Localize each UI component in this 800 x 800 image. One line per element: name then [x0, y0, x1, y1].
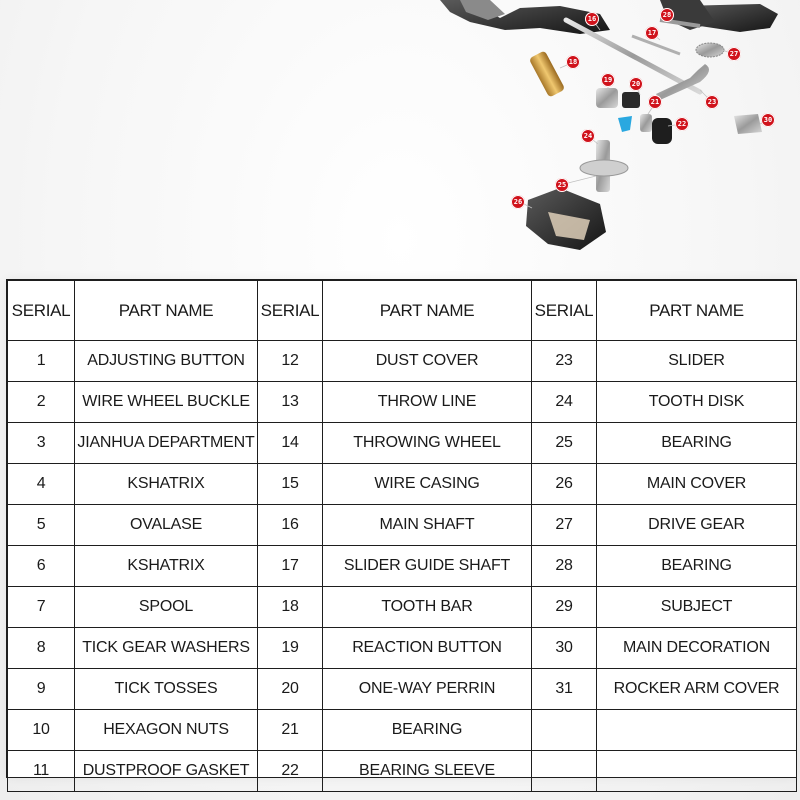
header-part-name: PART NAME: [75, 281, 258, 341]
serial-cell: 20: [258, 669, 323, 710]
serial-cell: 22: [258, 751, 323, 792]
part-name-cell: BEARING: [597, 423, 797, 464]
header-serial: SERIAL: [532, 281, 597, 341]
callout-19: 19: [601, 73, 615, 87]
part-name-cell: TOOTH DISK: [597, 382, 797, 423]
callout-21: 21: [648, 95, 662, 109]
table-row: [8, 464, 797, 505]
callout-23: 23: [705, 95, 719, 109]
part-name-cell: BEARING: [323, 710, 532, 751]
bearing-part: [622, 92, 640, 108]
part-name-cell: THROWING WHEEL: [323, 423, 532, 464]
part-name-cell: TICK TOSSES: [75, 669, 258, 710]
serial-cell: 26: [532, 464, 597, 505]
part-name-cell: OVALASE: [75, 505, 258, 546]
clip-part: [618, 116, 632, 132]
table-row: [8, 423, 797, 464]
part-name-cell: DRIVE GEAR: [597, 505, 797, 546]
slider-part: [656, 64, 709, 100]
serial-cell: 18: [258, 587, 323, 628]
exploded-parts-diagram: [0, 0, 800, 268]
callout-24: 24: [581, 129, 595, 143]
callout-17: 17: [645, 26, 659, 40]
serial-cell: 25: [532, 423, 597, 464]
main-decoration-part: [734, 114, 762, 134]
table-row: [8, 505, 797, 546]
serial-cell: 5: [8, 505, 75, 546]
bearing-sleeve-part: [640, 114, 652, 132]
serial-cell: 21: [258, 710, 323, 751]
part-name-cell: SPOOL: [75, 587, 258, 628]
part-name-cell: DUST COVER: [323, 341, 532, 382]
table-row: [8, 341, 797, 382]
serial-cell: [532, 751, 597, 792]
serial-cell: [532, 710, 597, 751]
part-name-cell: WIRE CASING: [323, 464, 532, 505]
tooth-disk-part: [580, 160, 628, 176]
table-row: [8, 382, 797, 423]
callout-30: 30: [761, 113, 775, 127]
serial-cell: 14: [258, 423, 323, 464]
parts-table-container: [6, 279, 797, 778]
callout-18: 18: [566, 55, 580, 69]
parts-illustration: [0, 0, 800, 268]
part-name-cell: MAIN SHAFT: [323, 505, 532, 546]
header-serial: SERIAL: [258, 281, 323, 341]
part-name-cell: TOOTH BAR: [323, 587, 532, 628]
serial-cell: 29: [532, 587, 597, 628]
drive-gear-part: [696, 43, 724, 57]
part-name-cell: TICK GEAR WASHERS: [75, 628, 258, 669]
part-name-cell: KSHATRIX: [75, 546, 258, 587]
serial-cell: 8: [8, 628, 75, 669]
part-name-cell: BEARING: [597, 546, 797, 587]
serial-cell: 17: [258, 546, 323, 587]
part-name-cell: SUBJECT: [597, 587, 797, 628]
parts-table: [7, 280, 797, 792]
serial-cell: 1: [8, 341, 75, 382]
callout-28: 28: [660, 8, 674, 22]
serial-cell: 3: [8, 423, 75, 464]
table-row: [8, 751, 797, 792]
serial-cell: 2: [8, 382, 75, 423]
table-row: [8, 628, 797, 669]
serial-cell: 15: [258, 464, 323, 505]
serial-cell: 28: [532, 546, 597, 587]
serial-cell: 12: [258, 341, 323, 382]
part-name-cell: SLIDER GUIDE SHAFT: [323, 546, 532, 587]
part-name-cell: THROW LINE: [323, 382, 532, 423]
part-name-cell: REACTION BUTTON: [323, 628, 532, 669]
serial-cell: 16: [258, 505, 323, 546]
callout-20: 20: [629, 77, 643, 91]
part-name-cell: KSHATRIX: [75, 464, 258, 505]
header-serial: SERIAL: [8, 281, 75, 341]
part-name-cell: ADJUSTING BUTTON: [75, 341, 258, 382]
table-row: [8, 587, 797, 628]
callout-22: 22: [675, 117, 689, 131]
serial-cell: 9: [8, 669, 75, 710]
tooth-bar-part: [529, 50, 566, 97]
part-name-cell: WIRE WHEEL BUCKLE: [75, 382, 258, 423]
part-name-cell: BEARING SLEEVE: [323, 751, 532, 792]
serial-cell: 4: [8, 464, 75, 505]
table-header-row: [8, 281, 797, 341]
callout-16: 16: [585, 12, 599, 26]
serial-cell: 7: [8, 587, 75, 628]
part-name-cell: JIANHUA DEPARTMENT: [75, 423, 258, 464]
table-row: [8, 546, 797, 587]
part-name-cell: DUSTPROOF GASKET: [75, 751, 258, 792]
callout-27: 27: [727, 47, 741, 61]
callout-26: 26: [511, 195, 525, 209]
serial-cell: 11: [8, 751, 75, 792]
part-name-cell: ROCKER ARM COVER: [597, 669, 797, 710]
serial-cell: 31: [532, 669, 597, 710]
table-row: [8, 710, 797, 751]
header-part-name: PART NAME: [323, 281, 532, 341]
serial-cell: 13: [258, 382, 323, 423]
serial-cell: 19: [258, 628, 323, 669]
part-name-cell: MAIN COVER: [597, 464, 797, 505]
table-row: [8, 669, 797, 710]
serial-cell: 30: [532, 628, 597, 669]
bearing-sleeve-part: [652, 118, 672, 144]
part-name-cell: MAIN DECORATION: [597, 628, 797, 669]
part-name-cell: ONE-WAY PERRIN: [323, 669, 532, 710]
part-name-cell: HEXAGON NUTS: [75, 710, 258, 751]
part-name-cell: [597, 751, 797, 792]
serial-cell: 24: [532, 382, 597, 423]
part-name-cell: SLIDER: [597, 341, 797, 382]
callout-25: 25: [555, 178, 569, 192]
serial-cell: 6: [8, 546, 75, 587]
serial-cell: 10: [8, 710, 75, 751]
bearing-part: [596, 88, 618, 108]
header-part-name: PART NAME: [597, 281, 797, 341]
serial-cell: 23: [532, 341, 597, 382]
part-name-cell: [597, 710, 797, 751]
serial-cell: 27: [532, 505, 597, 546]
